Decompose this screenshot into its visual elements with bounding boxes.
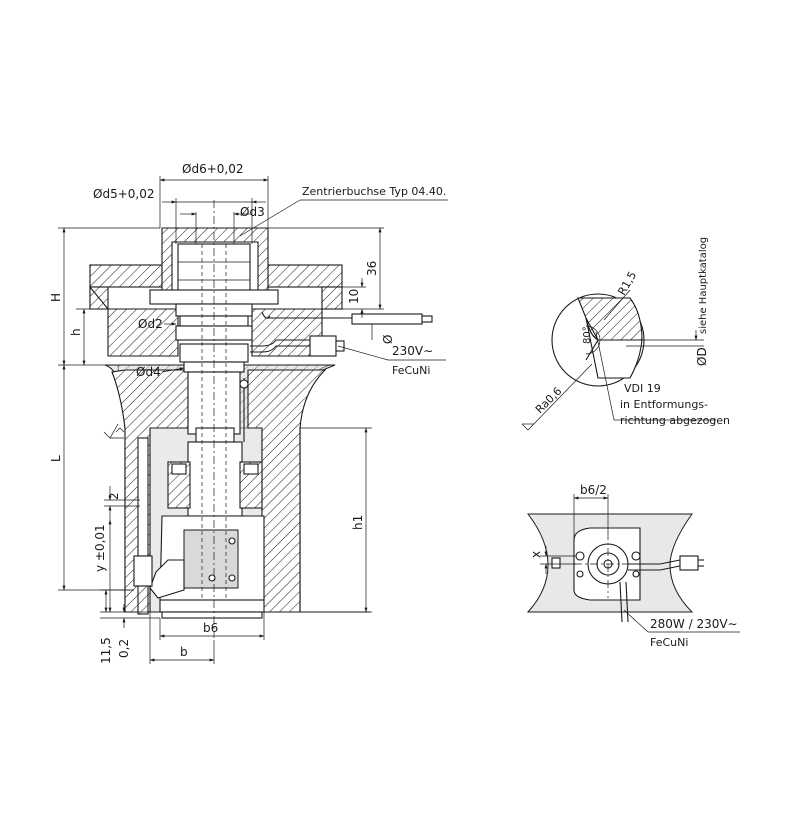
detail-vdi-1: VDI 19 — [624, 382, 661, 395]
dim-10: 10 — [347, 288, 361, 304]
callout-centering: Zentrierbuchse Typ 04.40. — [302, 185, 447, 198]
guide-pin — [138, 438, 148, 556]
dim-d3: Ød3 — [240, 205, 265, 219]
upper-plate-right — [268, 265, 342, 287]
detail-angle: 80° — [582, 326, 593, 344]
detail-roughness: Ra0,6 — [532, 384, 565, 417]
plan-heater-material: FeCuNi — [650, 636, 689, 649]
dim-phi: Ø — [381, 334, 395, 344]
dim-d2: Ød2 — [138, 317, 163, 331]
detail-view — [522, 237, 730, 430]
heater-voltage: 230V∼ — [392, 344, 434, 358]
dim-11-5: 11,5 — [99, 637, 113, 664]
detail-vdi-2: in Entformungs- — [620, 398, 709, 411]
detail-diameter: ØD — [695, 347, 709, 366]
detail-radius: R1,5 — [615, 269, 640, 298]
dim-d6: Ød6+0,02 — [182, 162, 244, 176]
dim-b6: b6 — [203, 621, 219, 635]
dim-y: y ±0,01 — [93, 524, 107, 572]
plan-connector — [680, 556, 698, 570]
dim-H: H — [49, 292, 63, 302]
dim-L: L — [49, 455, 63, 462]
detail-vdi-3: richtung abgezogen — [620, 414, 731, 427]
thermocouple-probe — [352, 314, 422, 324]
heater-connector — [310, 336, 336, 356]
dim-b: b — [180, 645, 188, 659]
plan-dim-x: x — [529, 550, 543, 558]
dim-36: 36 — [365, 260, 379, 276]
dim-h1: h1 — [351, 514, 365, 530]
plan-view — [528, 483, 740, 649]
upper-plate-right-lower — [322, 287, 342, 309]
detail-catalog-ref: siehe Hauptkatalog — [698, 236, 709, 334]
nozzle-body — [188, 442, 242, 516]
main-section-view — [49, 162, 448, 664]
dim-h: h — [69, 328, 83, 336]
upper-plate-left — [90, 265, 162, 287]
tip-base — [160, 600, 264, 612]
heater-material: FeCuNi — [392, 364, 431, 377]
plan-dim-b6-half: b6/2 — [580, 483, 607, 497]
tip-plate — [162, 612, 262, 618]
dim-d5: Ød5+0,02 — [93, 187, 155, 201]
dim-2: 2 — [107, 492, 121, 500]
plan-heater-spec: 280W / 230V∼ — [650, 617, 738, 631]
dim-d4: Ød4 — [136, 365, 161, 379]
dim-0-2: 0,2 — [117, 638, 131, 658]
